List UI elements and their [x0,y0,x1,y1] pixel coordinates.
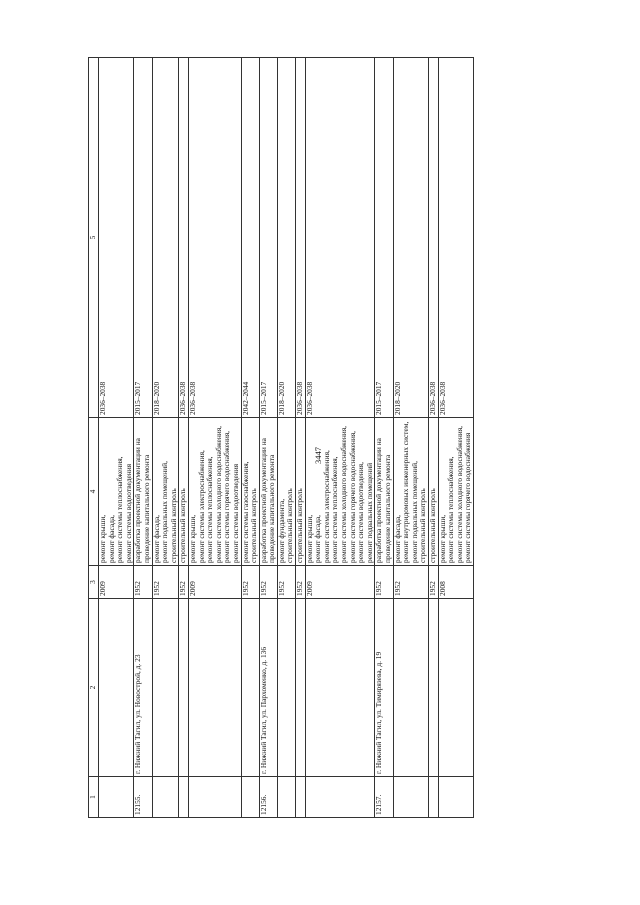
row-year: 2008 [438,566,473,599]
row-number [296,777,306,818]
table-row [259,58,277,818]
row-address [241,599,259,777]
row-address [296,599,306,777]
row-period: 2018–2020 [393,58,428,418]
row-year: 2009 [305,566,375,599]
work-line: ремонт системы газоснабжения, [240,461,250,563]
row-works [296,418,306,566]
row-works [428,418,438,566]
work-line: ремонт системы электроснабжения, [196,450,206,563]
table-row [179,58,189,818]
row-period: 2036–2038 [428,58,438,418]
row-address: г. Нижний Тагил, ул. Новострой, д. 23 [134,599,152,777]
work-line: ремонт системы теплоснабжения, [446,456,456,563]
work-line: ремонт внутридомовых инженерных систем, [401,421,411,563]
row-year: 1952 [428,566,438,599]
work-line: строительный контроль [427,488,437,563]
table-row [428,58,438,818]
row-year: 1952 [152,566,179,599]
table-row [305,58,375,818]
work-line: ремонт фасада, [313,515,323,563]
row-number [188,777,241,818]
row-address: г. Нижний Тагил, ул. Тимирязева, д. 19 [375,599,393,777]
repair-schedule-table [88,57,474,818]
header-col-4: 4 [89,418,99,566]
work-line: проведение капитального ремонта [267,454,277,563]
row-works [277,418,295,566]
row-number [179,777,189,818]
row-number: 12156. [259,777,277,818]
work-line: ремонт системы горячего водоснабжения [463,432,473,563]
row-year: 1952 [179,566,189,599]
work-line: строительный контроль [168,488,178,563]
work-line: ремонт фундамента, [276,498,286,563]
row-works [99,418,134,566]
row-period: 2015–2017 [134,58,152,418]
table-row [152,58,179,818]
work-line: ремонт крыши, [98,514,107,563]
work-line: строительный контроль [285,488,295,563]
row-year: 1952 [134,566,152,599]
row-year: 1952 [277,566,295,599]
table-row [393,58,428,818]
work-line: разработка проектной документации на [258,438,268,563]
row-number [277,777,295,818]
row-works [152,418,179,566]
header-row [89,58,99,818]
work-line: ремонт фасада, [392,515,402,563]
row-works [438,418,473,566]
row-works [259,418,277,566]
table-row [134,58,152,818]
work-line: ремонт подвальных помещений, [409,461,419,563]
work-line: ремонт системы холодного водоснабжения, [339,426,349,563]
row-year: 2009 [99,566,134,599]
row-address [179,599,189,777]
work-line: строительный контроль [295,488,305,563]
row-address [188,599,241,777]
row-period: 2018–2020 [277,58,295,418]
work-line: ремонт крыши, [187,514,197,563]
row-address [393,599,428,777]
work-line: ремонт системы горячего водоснабжения, [347,430,357,563]
header-col-1: 1 [89,777,99,818]
row-works [305,418,375,566]
row-number [152,777,179,818]
row-year: 1952 [241,566,259,599]
work-line: ремонт системы водоотведения [230,463,240,563]
row-number: 12155. [134,777,152,818]
work-line: строительный контроль [249,488,259,563]
work-line: проведение капитального ремонта [383,454,392,563]
work-line: проведение капитального ремонта [141,454,151,563]
row-address [305,599,375,777]
row-address: г. Нижний Тагил, ул. Пархоменко, д. 136 [259,599,277,777]
row-period: 2036–2038 [188,58,241,418]
row-year: 1952 [296,566,306,599]
row-year: 1952 [393,566,428,599]
row-period: 2036–2038 [305,58,375,418]
row-period: 2015–2017 [259,58,277,418]
header-col-2: 2 [89,599,99,777]
rotated-table-container [88,83,588,818]
row-number [393,777,428,818]
work-line: ремонт подвальных помещений [364,462,374,563]
row-works [393,418,428,566]
row-period: 2042–2044 [241,58,259,418]
row-address [428,599,438,777]
header-col-3: 3 [89,566,99,599]
work-line: ремонт подвальных помещений, [160,461,170,563]
row-year: 1952 [375,566,393,599]
work-line: ремонт системы холодного водоснабжения, [213,426,223,563]
row-number [305,777,375,818]
row-works [179,418,189,566]
table-row [438,58,473,818]
work-line: разработка проектной документации на [133,438,143,563]
work-line: ремонт системы водоотведения [123,463,133,563]
row-period: 2036–2038 [438,58,473,418]
work-line: ремонт системы теплоснабжения, [205,456,215,563]
row-address [277,599,295,777]
row-number [438,777,473,818]
work-line: ремонт системы теплоснабжения, [115,456,125,563]
row-period: 2036–2038 [179,58,189,418]
row-number [99,777,134,818]
row-period: 2015–2017 [375,58,393,418]
table-row [296,58,306,818]
row-works [375,418,393,566]
row-period: 2036–2038 [296,58,306,418]
row-address [438,599,473,777]
row-period: 2036–2038 [99,58,134,418]
row-address [152,599,179,777]
page-number: 3447 [313,447,323,464]
work-line: ремонт крыши, [304,514,314,563]
work-line: разработка проектной документации на [374,438,384,563]
table-row [99,58,134,818]
row-works [241,418,259,566]
work-line: ремонт фасада, [106,515,116,563]
work-line: ремонт системы холодного водоснабжения, [454,426,464,563]
row-year: 1952 [259,566,277,599]
row-period: 2018–2020 [152,58,179,418]
row-works [134,418,152,566]
work-line: ремонт крыши, [437,514,447,563]
work-line: ремонт системы теплоснабжения, [330,456,340,563]
work-line: ремонт системы электроснабжения, [321,450,331,563]
header-col-5: 5 [89,58,99,418]
work-line: ремонт системы горячего водоснабжения, [222,430,232,563]
work-line: строительный контроль [418,488,428,563]
row-works [188,418,241,566]
row-number [241,777,259,818]
table-row [188,58,241,818]
row-address [99,599,134,777]
table-row [277,58,295,818]
work-line: ремонт фасада, [151,515,161,563]
row-number [428,777,438,818]
row-year: 2009 [188,566,241,599]
table-row [375,58,393,818]
work-line: строительный контроль [178,488,188,563]
work-line: ремонт системы водоотведения, [356,462,366,563]
row-number: 12157. [375,777,393,818]
table-row [241,58,259,818]
